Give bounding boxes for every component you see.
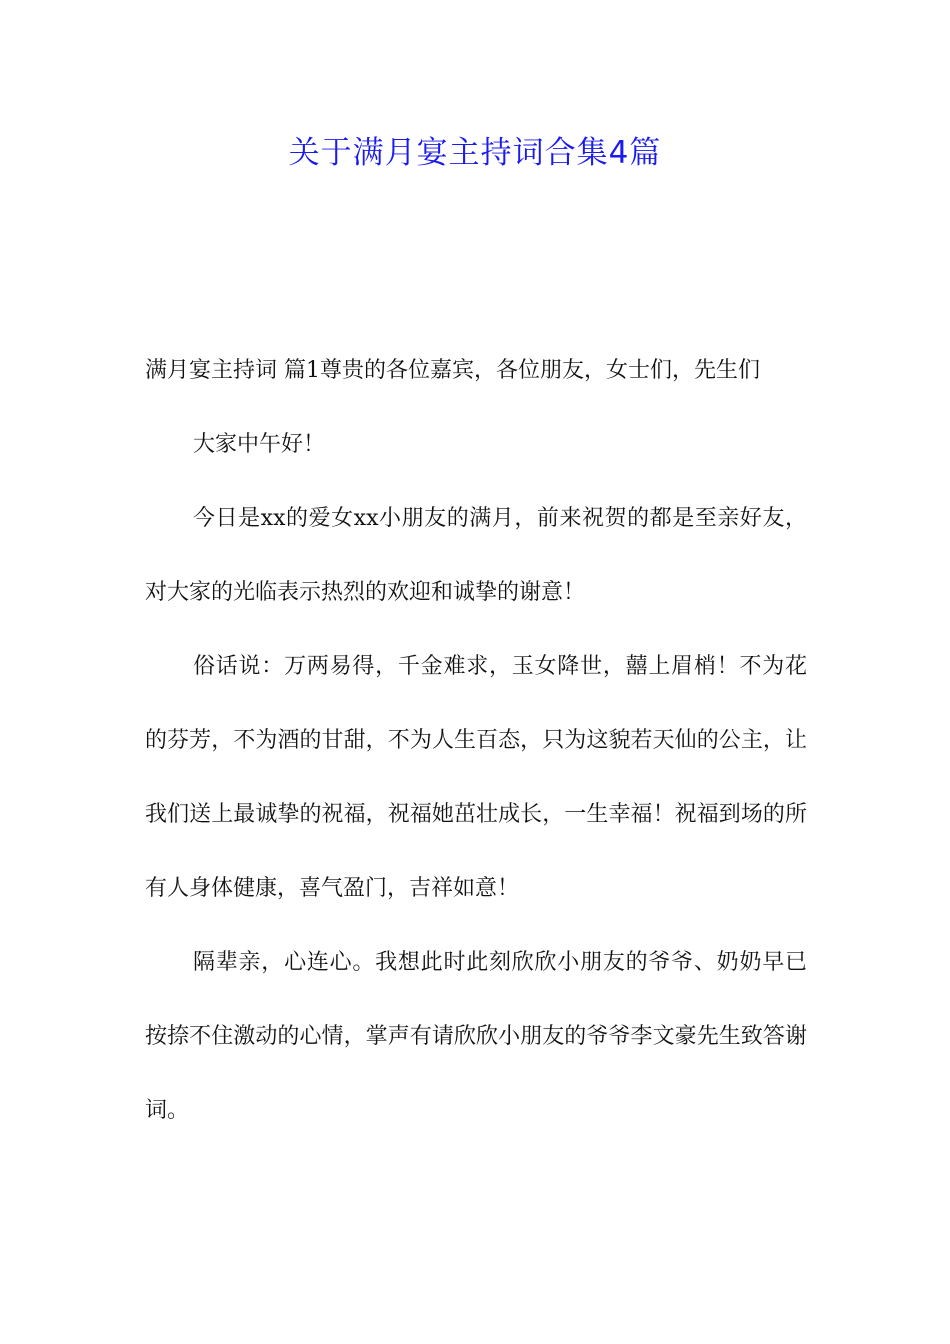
- paragraph-4: 俗话说：万两易得，千金难求，玉女降世，囍上眉梢！不为花的芬芳，不为酒的甘甜，不为人生百态，只为这貌若天仙的公主，让我们送上最诚挚的祝福，祝福她茁壮成长，一生幸福！祝福到场的所有人身体健康，喜气盈门，吉祥如意！: [145, 654, 807, 901]
- paragraph-5: 隔辈亲，心连心。我想此时此刻欣欣小朋友的爷爷、奶奶早已按捺不住激动的心情，掌声有请欣欣小朋友的爷爷李文豪先生致答谢词。: [145, 950, 807, 1123]
- document-body: [145, 334, 807, 1148]
- paragraph-2: 大家中午好！: [193, 432, 326, 457]
- paragraph-3: 今日是xx的爱女xx小朋友的满月，前来祝贺的都是至亲好友，对大家的光临表示热烈的欢迎和诚挚的谢意！: [145, 506, 807, 605]
- paragraph-1: 满月宴主持词 篇1尊贵的各位嘉宾，各位朋友，女士们，先生们: [145, 358, 760, 383]
- document-title: 关于满月宴主持词合集4篇: [288, 135, 662, 171]
